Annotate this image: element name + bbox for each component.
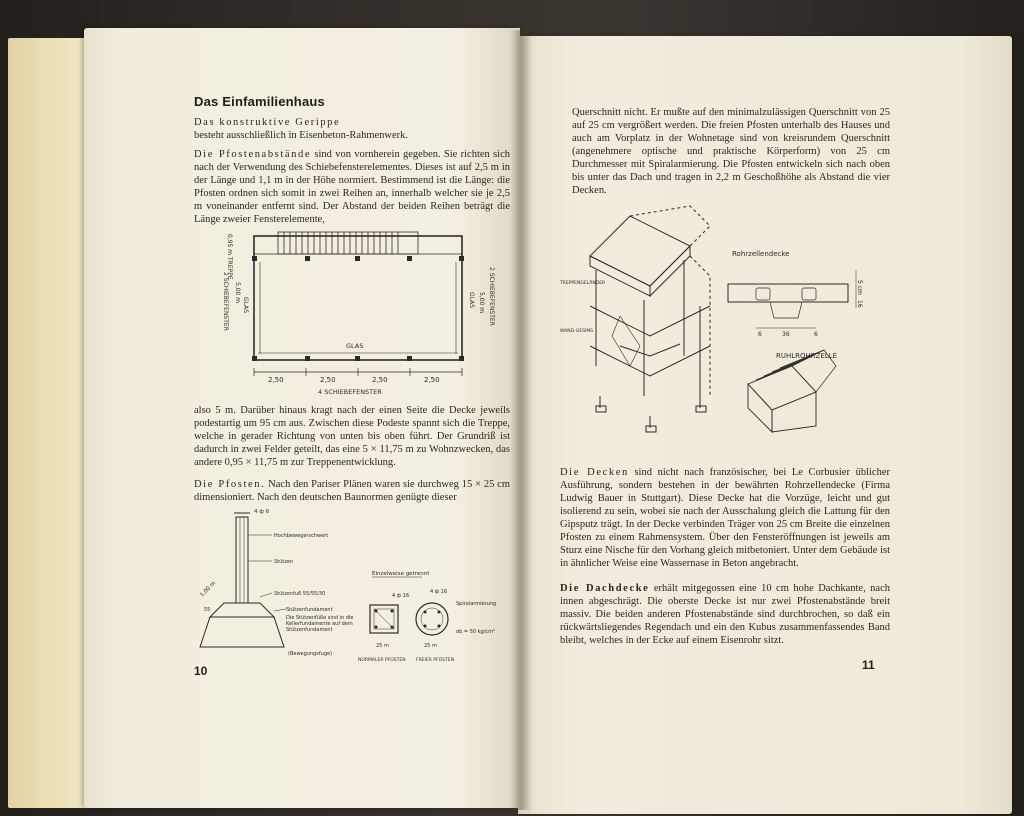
square-post-section [370,605,398,633]
label-wandgesims: WAND-GESIMS [560,329,594,334]
label-fundament: Stützenfundament [286,607,333,613]
section-title: Einzelweise getrennt [372,571,430,577]
rebar-label: 4 ф 6 [254,509,270,515]
paragraph-body: besteht ausschließlich in Eisenbeton-Rahmenwerk. [194,130,409,141]
label-stuetzen: Stützen [274,559,294,565]
dim-label-a: 25 m [376,643,389,649]
label-side-dim2: 55 [204,607,211,613]
dim-label-b: 25 m [424,643,437,649]
post-column [200,513,284,647]
frame-drawing [560,196,890,436]
label-left-dim: 5,00 m [234,282,241,304]
label-side-dim: 1,00 m [199,580,218,599]
tube-cell-drawing [748,350,836,432]
label-bewegungsfuge: (Bewegungsfuge) [288,651,333,657]
plan-dimension-line [254,368,462,376]
label-treppengelaender: TREPPENGELÄNDER [560,281,606,286]
paragraph-lead: Die Pfosten. [194,479,266,490]
label-right-fenster: 2 SCHIEBEFENSTER [488,267,495,326]
paragraph-body: sind von vornherein gegeben. Sie richten sich nach der Verwendung des Schiebefensterelementes. Dieses ist auf 2,5 m in der Länge und 1,1 m in der Höhe normiert. Bestimmend ist die Länge: die Pfosten ordnen sich somit in zwei Reihen an, innerhalb welcher sie je 2,5 m voneinander entfernt sind. Der Abstand der beiden Reihen beträgt die Länge zweier Fensterelemente, [194,149,510,225]
paragraph-lead: Die Pfostenabstände [194,149,312,160]
book-gutter [510,30,532,810]
label-spiral-stress: σb = 50 kg/cm² [456,629,496,635]
rebar-label-a: 4 ф 16 [392,593,409,599]
label-rohrzellendecke: Rohrzellendecke [732,250,790,258]
paragraph-gerippe [194,116,510,142]
dim-top: 5 cm [856,280,863,295]
paragraph-grundriss: also 5 m. Darüber hinaus kragt nach der einen Seite die Decke jeweils podestartig um 95 cm aus. Zwischen diese Podeste spannt sich die Treppe, welche in gerader Richtung von unten bis oben führt. Der Grundriß ist dadurch in zwei Felder geteilt, das eine 5 × 11,75 m zu Wohnzwecken, das andere 0,95 × 11,75 m zur Treppenentwicklung. [194,405,510,468]
caption-normal: NORMALER PFOSTEN [358,658,406,663]
section-heading: Das Einfamilienhaus [194,94,325,109]
isometric-frame [590,206,710,432]
caption-free: FREIER PFOSTEN [416,658,454,663]
post-detail-sketch [194,505,512,665]
label-bottom-glas: GLAS [346,342,364,350]
page-number-right: 11 [862,658,875,672]
label-rohrzelle: RUHLROHRZELLE [776,352,838,360]
dim-label: 2,50 [424,376,440,384]
round-post-rebars [424,611,441,628]
rebar-label-b: 4 ф 16 [430,589,447,595]
page-number-left: 10 [194,664,208,678]
paragraph-body: sind nicht nach französischer, bei Le Corbusier üblicher Ausführung, sondern bestehen in der bewährten Rohrzellendecke (Firma Ludwig Bauer in Stuttgart). Diese Decke hat die Vorzüge, leicht und gut isolierend zu sein, wobei sie nach der Ausschalung gleich die Lattung für den Gipsputz trägt. In der Decke verbinden Träger von 25 cm Breite die einzelnen Pfosten zu einem Rahmensystem. Über den Fensteröffnungen ist jeweils am Sturz eine Nische für den Vorhang gleich mitbetoniert. Unter dem Gebäude ist in ähnlicher Weise eine Wassernase in Beton angebracht. [560,467,890,569]
round-post-section [416,603,448,635]
label-spiral: Spiralarmierung [456,601,497,607]
dim-label: 2,50 [372,376,388,384]
label-left-fenster: 2 SCHIEBEFENSTER [222,272,229,331]
label-hochbeweger: Hochbewegerschwert [274,533,329,539]
paragraph-dachdecke [560,582,890,647]
label-treppe: 0,95 m TREPPE [226,234,233,280]
dim-label: 2,50 [320,376,336,384]
label-right-dim: 5,00 m [478,292,485,314]
paragraph-body: erhält mitgegossen eine 10 cm hohe Dachkante, nach innen abgeschrägt. Die oberste Decke ist nur zwei Pfostenabstände breit massiv. Die beiden anderen Pfostenabstände sind durchbrochen, so daß ein rückwärtsliegendes Regendach und ein den Kubus zusammenfassendes Band bleibt, welches in der Ecke auf einem Eisenrohr sitzt. [560,583,890,646]
dim-side: 16 [856,300,863,308]
floor-plan-sketch [208,222,508,402]
label-stuetzenfuss: Stützenfuß 55/55/30 [274,591,326,597]
paragraph-lead: Das konstruktive Gerippe [194,117,341,128]
paragraph-body: Nach den Pariser Plänen waren sie durchweg 15 × 25 cm dimensioniert. Nach den deutschen Baunormen genügte dieser [194,479,510,503]
paragraph-lead: Die Dachdecke [560,583,650,594]
paragraph-pfostenabstaende [194,148,510,226]
plan-window-lines [258,262,458,354]
ceiling-section [728,270,856,328]
paragraph-decken [560,466,890,570]
page-stack-edge [8,38,92,808]
dim-c: 6 [814,331,818,338]
paragraph-lead: Die Decken [560,467,629,478]
dim-a: 6 [758,331,762,338]
label-left-glas: GLAS [242,297,249,314]
post-leader-lines [248,535,286,611]
label-note: Die Stützenfüße sind in die Kellerfundamente auf dem Stützenfundament [286,615,354,633]
dim-label: 2,50 [268,376,284,384]
label-bottom-fenster: 4 SCHIEBEFENSTER [318,388,382,396]
paragraph-querschnitt: Querschnitt nicht. Er mußte auf den minimalzulässigen Querschnitt von 25 auf 25 cm vergrößert werden. Die freien Pfosten unterhalb des Hauses und auch am Vorplatz in der Wohnetage sind von kreisrundem Querschnitt (angenehmere optische und praktische Körperform) von 25 cm Durchmesser mit Spiralarmierung. Die Pfosten entwickeln sich nach oben bis unter das Dach und tragen in 2,2 m Geschoßhöhe als Abstand die vier Decken. [572,107,890,196]
paragraph-pfosten [194,478,510,504]
label-right-glas: GLAS [468,292,475,309]
dim-b: 36 [782,331,790,338]
